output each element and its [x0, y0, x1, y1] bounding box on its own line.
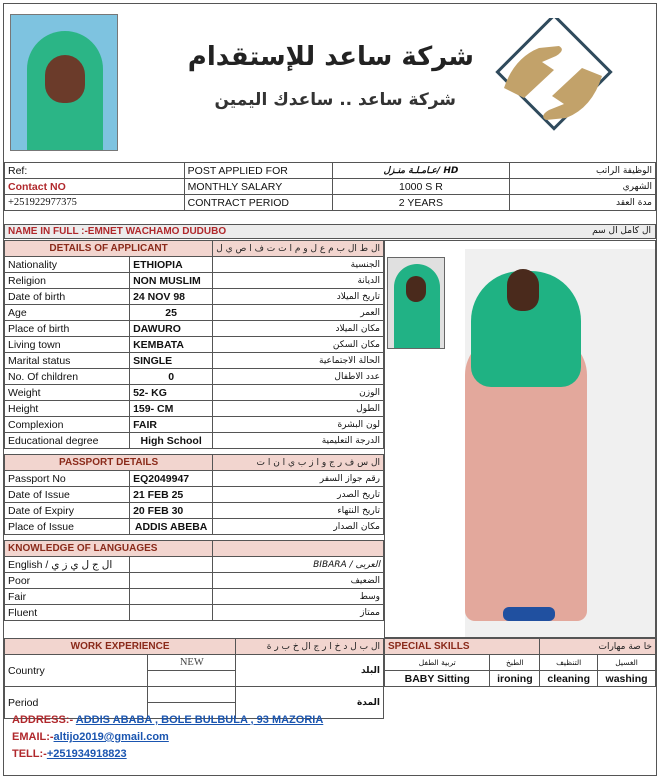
applicant-value: ETHIOPIA — [130, 257, 213, 273]
language-level-value — [130, 589, 213, 605]
applicant-value: 159- CM — [130, 401, 213, 417]
table-row — [5, 289, 384, 305]
header — [4, 4, 656, 161]
applicant-value: 24 NOV 98 — [130, 289, 213, 305]
applicant-label-ar: عدد الاطفال — [213, 369, 384, 385]
languages-section-blank — [213, 541, 384, 557]
applicant-value: High School — [130, 433, 213, 449]
contract-label-ar: مدة العقد — [510, 195, 656, 211]
table-row — [5, 519, 384, 535]
work-section-title-ar: ال ب ل د خ ا ر ج ال خ ب ر ة — [236, 639, 384, 655]
applicant-label-ar: الجنسية — [213, 257, 384, 273]
tel-link[interactable]: +251934918823 — [46, 748, 127, 760]
language-level-value — [130, 605, 213, 621]
language-level-label: Fluent — [5, 605, 130, 621]
applicant-details-table — [4, 240, 384, 621]
post-label-ar: الوظيفة الراتب — [510, 163, 656, 179]
applicant-label-ar: مكان السكن — [213, 337, 384, 353]
skill-ar-0: تربية الطفل — [385, 655, 490, 671]
table-row — [5, 385, 384, 401]
applicant-label: Educational degree — [5, 433, 130, 449]
skill-washing: washing — [598, 671, 656, 687]
applicant-label: Weight — [5, 385, 130, 401]
applicant-label: No. Of children — [5, 369, 130, 385]
company-slogan: شركة ساعد .. ساعدك اليمين — [214, 90, 456, 110]
applicant-value: KEMBATA — [130, 337, 213, 353]
language-level-label-ar: ممتاز — [213, 605, 384, 621]
table-row — [5, 353, 384, 369]
full-name: NAME IN FULL :-EMNET WACHAMO DUDUBO — [8, 226, 227, 237]
job-info-table — [4, 162, 656, 211]
address-value: ADDIS ABABA , BOLE BULBULA , 93 MAZORIA — [75, 714, 324, 726]
salary-label: MONTHLY SALARY — [184, 179, 332, 195]
contact-phone: +251922977375 — [5, 195, 185, 211]
applicant-label: Nationality — [5, 257, 130, 273]
passport-label-ar: تاريخ الصدر — [213, 487, 384, 503]
work-experience-table — [4, 638, 384, 719]
applicant-label: Age — [5, 305, 130, 321]
table-row — [5, 487, 384, 503]
salary-label-ar: الشهري — [510, 179, 656, 195]
contract-label: CONTRACT PERIOD — [184, 195, 332, 211]
applicant-label-ar: مكان الميلاد — [213, 321, 384, 337]
english-language-label: English / ال ج ل ي ز ي — [5, 557, 130, 573]
passport-label: Passport No — [5, 471, 130, 487]
passport-value: EQ2049947 — [130, 471, 213, 487]
applicant-label-ar: الدرجة التعليمية — [213, 433, 384, 449]
passport-label-ar: تاريخ النتهاء — [213, 503, 384, 519]
skill-ironing: ironing — [490, 671, 540, 687]
skill-cleaning: cleaning — [540, 671, 598, 687]
applicant-portrait — [10, 14, 118, 151]
country-value: NEW — [148, 655, 236, 671]
address-label: ADDRESS:- — [12, 714, 74, 726]
applicant-value: 25 — [130, 305, 213, 321]
languages-section-title: KNOWLEDGE OF LANGUAGES — [5, 541, 213, 557]
table-row — [5, 257, 384, 273]
country-label-ar: البلد — [236, 655, 384, 687]
applicant-value: DAWURO — [130, 321, 213, 337]
period-label: Period — [5, 687, 148, 719]
company-name: شركة ساعد للإستقدام — [187, 42, 474, 72]
contact-label: Contact NO — [5, 179, 185, 195]
applicant-section-title-ar: ال ط ال ب م ع ل و م ا ت ت ف ا ص ي ل — [213, 241, 384, 257]
applicant-label-ar: تاريخ الميلاد — [213, 289, 384, 305]
skill-ar-3: الغسيل — [598, 655, 656, 671]
tel-label: TELL:- — [12, 748, 47, 760]
table-row — [5, 401, 384, 417]
applicant-label-ar: لون البشرة — [213, 417, 384, 433]
country-label: Country — [5, 655, 148, 687]
passport-label: Date of Issue — [5, 487, 130, 503]
applicant-value: NON MUSLIM — [130, 273, 213, 289]
contact-block — [12, 712, 323, 763]
applicant-label: Place of birth — [5, 321, 130, 337]
passport-value: 21 FEB 25 — [130, 487, 213, 503]
passport-label-ar: مكان الصدار — [213, 519, 384, 535]
language-level-label: Fair — [5, 589, 130, 605]
arabic-language-label: العربى / BIBARA — [213, 557, 384, 573]
applicant-label-ar: العمر — [213, 305, 384, 321]
helping-hands-icon — [484, 18, 624, 146]
table-row — [5, 369, 384, 385]
applicant-label: Religion — [5, 273, 130, 289]
language-level-label-ar: وسط — [213, 589, 384, 605]
applicant-label: Living town — [5, 337, 130, 353]
table-row — [5, 273, 384, 289]
applicant-face-photo — [387, 257, 445, 349]
table-row — [5, 337, 384, 353]
period-label-ar: المدة — [236, 687, 384, 719]
email-link[interactable]: altijo2019@gmail.com — [53, 731, 169, 743]
english-level — [130, 557, 213, 573]
applicant-label: Height — [5, 401, 130, 417]
applicant-label: Marital status — [5, 353, 130, 369]
applicant-value: SINGLE — [130, 353, 213, 369]
table-row — [5, 503, 384, 519]
language-level-label: Poor — [5, 573, 130, 589]
table-row — [5, 321, 384, 337]
language-level-label-ar: الضعيف — [213, 573, 384, 589]
salary-value: 1000 S R — [332, 179, 510, 195]
applicant-label: Date of birth — [5, 289, 130, 305]
applicant-label: Complexion — [5, 417, 130, 433]
full-name-row — [4, 224, 656, 239]
applicant-label-ar: الحالة الاجتماعية — [213, 353, 384, 369]
table-row — [5, 471, 384, 487]
passport-label: Date of Expiry — [5, 503, 130, 519]
skills-section-title-ar: خا صة مهارات — [540, 639, 656, 655]
skill-baby-sitting: BABY Sitting — [385, 671, 490, 687]
skill-ar-2: التنظيف — [540, 655, 598, 671]
table-row — [5, 433, 384, 449]
passport-label: Place of Issue — [5, 519, 130, 535]
post-label: POST APPLIED FOR — [184, 163, 332, 179]
language-level-value — [130, 573, 213, 589]
applicant-value: 0 — [130, 369, 213, 385]
applicant-value: 52- KG — [130, 385, 213, 401]
skills-section-title: SPECIAL SKILLS — [385, 639, 540, 655]
work-section-title: WORK EXPERIENCE — [5, 639, 236, 655]
table-row — [5, 305, 384, 321]
skill-ar-1: الطبخ — [490, 655, 540, 671]
ref-label: Ref: — [5, 163, 185, 179]
passport-section-title: PASSPORT DETAILS — [5, 455, 213, 471]
email-label: EMAIL:- — [12, 731, 54, 743]
passport-value: 20 FEB 30 — [130, 503, 213, 519]
passport-label-ar: رقم جواز السفر — [213, 471, 384, 487]
applicant-section-title: DETAILS OF APPLICANT — [5, 241, 213, 257]
special-skills-table — [384, 638, 656, 721]
table-row — [5, 417, 384, 433]
full-name-label-ar: ال كامل ال سم — [592, 226, 651, 236]
contract-value: 2 YEARS — [332, 195, 510, 211]
applicant-label-ar: الطول — [213, 401, 384, 417]
applicant-label-ar: الديانة — [213, 273, 384, 289]
post-value: عـامـلـة منـزل/ HD — [332, 163, 510, 179]
passport-section-title-ar: ال س ف ر ج و ا ز ب ي ا ن ا ت — [213, 455, 384, 471]
applicant-value: FAIR — [130, 417, 213, 433]
applicant-label-ar: الوزن — [213, 385, 384, 401]
passport-value: ADDIS ABEBA — [130, 519, 213, 535]
applicant-full-photo — [384, 240, 656, 638]
